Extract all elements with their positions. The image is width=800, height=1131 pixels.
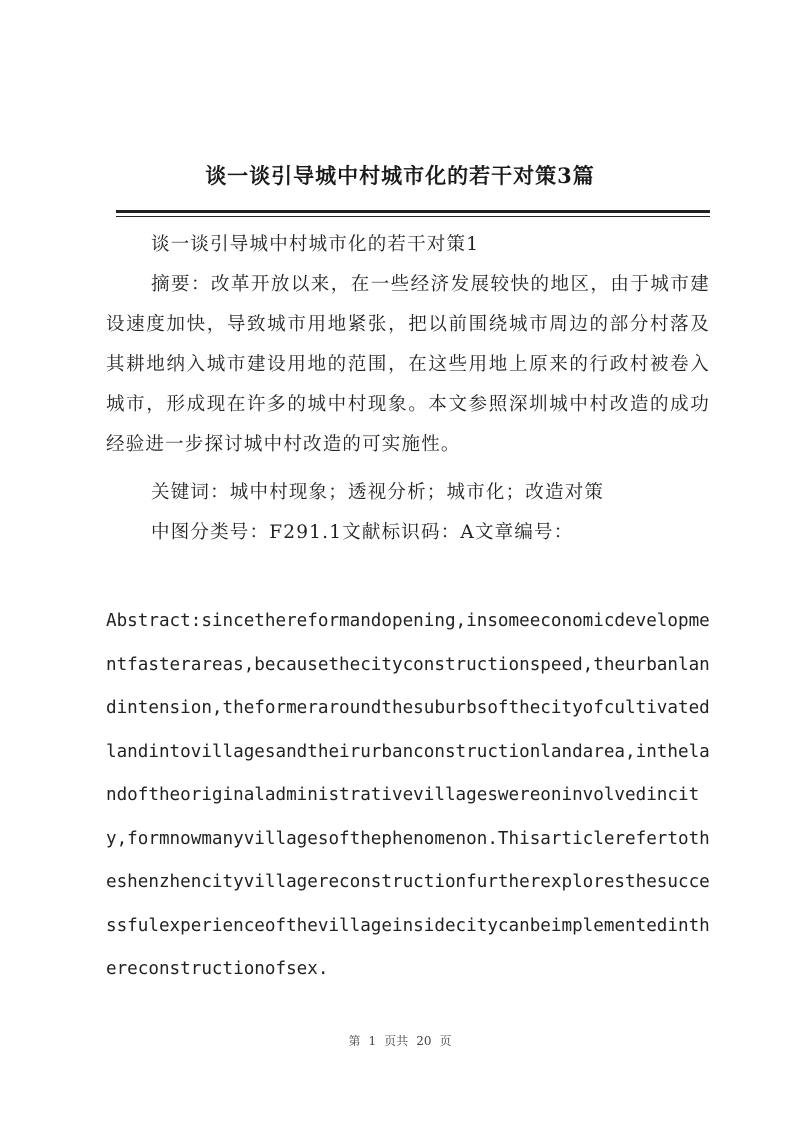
classification-line: 中图分类号：F291.1文献标识码：A文章编号： [151, 522, 574, 543]
footer-mid: 页共 [384, 1034, 409, 1048]
footer-suffix: 页 [439, 1034, 452, 1048]
section-subtitle: 谈一谈引导城中村城市化的若干对策1 [151, 234, 480, 255]
keywords-line: 关键词：城中村现象；透视分析；城市化；改造对策 [151, 482, 605, 503]
footer-page-total: 20 [416, 1034, 432, 1048]
document-title: 谈一谈引导城中村城市化的若干对策3篇 [205, 163, 595, 188]
abstract-english: Abstract:sincethereformandopening,insomeeconomicdevelopmentfasterareas,becausethecityconstructionspeed,theurbanlandintension,theformeraroundthesuburbsofthecityofcultivatedlandintovillagesandtheirurbanconstructionlandarea,inthelandoftheoriginaladministrativevillageswereoninvolvedincity,formnowmanyvillagesofthephenomenon.Thisarticlerefertotheshenzhencityvillagereconstructionfurtherexploresthesuccessfulexperienceofthevillageinsidecitycanbeimplementedinthereconstructionofsex. [106, 611, 710, 979]
title-divider-thin [116, 216, 710, 217]
abstract-chinese: 摘要：改革开放以来，在一些经济发展较快的地区，由于城市建设速度加快，导致城市用地紧张，把以前围绕城市周边的部分村落及其耕地纳入城市建设用地的范围，在这些用地上原来的行政村被卷入城市，形成现在许多的城中村现象。本文参照深圳城中村改造的成功经验进一步探讨城中村改造的可实施性。 [106, 274, 710, 455]
page-footer [0, 1032, 800, 1049]
footer-prefix: 第 [348, 1034, 361, 1048]
footer-page-number: 1 [368, 1034, 377, 1048]
title-divider-thick [116, 210, 710, 213]
